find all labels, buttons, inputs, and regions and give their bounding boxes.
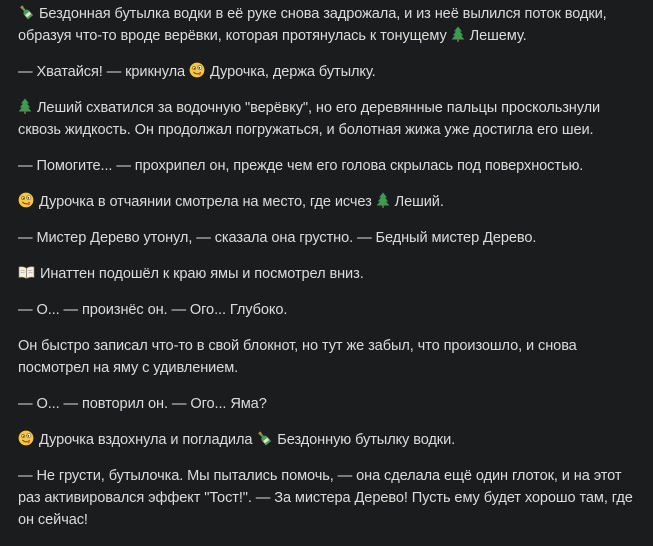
evergreen-tree-icon	[451, 26, 465, 42]
story-paragraph	[18, 97, 633, 141]
paragraph-text: Бездонную бутылку водки.	[273, 432, 456, 448]
zany-face-icon	[18, 192, 34, 208]
paragraph-text: — Хватайся! — крикнула	[18, 64, 189, 80]
story-paragraph	[18, 227, 633, 249]
paragraph-text: — Не грусти, бутылочка. Мы пытались помочь, — она сделала ещё один глоток, и на этот раз активировался эффект "Тост!". — За мистера Дерево! Пусть ему будет хорошо там, где он сейчас!	[18, 468, 633, 528]
chat-message-body	[18, 3, 633, 545]
bottle-icon	[18, 4, 34, 20]
paragraph-text: Дурочка вздохнула и погладила	[35, 432, 257, 448]
story-paragraph	[18, 393, 633, 415]
evergreen-tree-icon	[18, 98, 32, 114]
story-paragraph	[18, 155, 633, 177]
bottle-icon	[256, 430, 272, 446]
story-paragraph	[18, 429, 633, 451]
zany-face-icon	[18, 430, 34, 446]
paragraph-text: Бездонная бутылка водки в её руке снова задрожала, и из неё вылился поток водки, образуя что-то вроде верёвки, которая протянулась к тонущему	[18, 6, 607, 44]
paragraph-text: Инаттен подошёл к краю ямы и посмотрел вниз.	[36, 266, 364, 282]
paragraph-text: — Мистер Дерево утонул, — сказала она грустно. — Бедный мистер Дерево.	[18, 230, 537, 246]
evergreen-tree-icon	[376, 192, 390, 208]
story-paragraph	[18, 335, 633, 379]
paragraph-text: Леший схватился за водочную "верёвку", но его деревянные пальцы проскользнули сквозь жидкость. Он продолжал погружаться, и болотная жижа уже достигла его шеи.	[18, 100, 601, 138]
story-paragraph	[18, 263, 633, 285]
open-book-icon	[18, 264, 35, 280]
paragraph-text: — Помогите... — прохрипел он, прежде чем его голова скрылась под поверхностью.	[18, 158, 584, 174]
paragraph-text: Леший.	[390, 194, 444, 210]
paragraph-text: Дурочка в отчаянии смотрела на место, где исчез	[35, 194, 376, 210]
story-paragraph	[18, 191, 633, 213]
story-paragraph	[18, 465, 633, 531]
paragraph-text: Дурочка, держа бутылку.	[205, 64, 376, 80]
paragraph-text: Он быстро записал что-то в свой блокнот, но тут же забыл, что произошло, и снова посмотрел на яму с удивлением.	[18, 338, 577, 376]
story-paragraph	[18, 3, 633, 47]
paragraph-text: — О... — произнёс он. — Ого... Глубоко.	[18, 302, 288, 318]
paragraph-text: — О... — повторил он. — Ого... Яма?	[18, 396, 267, 412]
zany-face-icon	[189, 62, 205, 78]
story-paragraph	[18, 61, 633, 83]
story-paragraph	[18, 299, 633, 321]
paragraph-text: Лешему.	[465, 28, 527, 44]
